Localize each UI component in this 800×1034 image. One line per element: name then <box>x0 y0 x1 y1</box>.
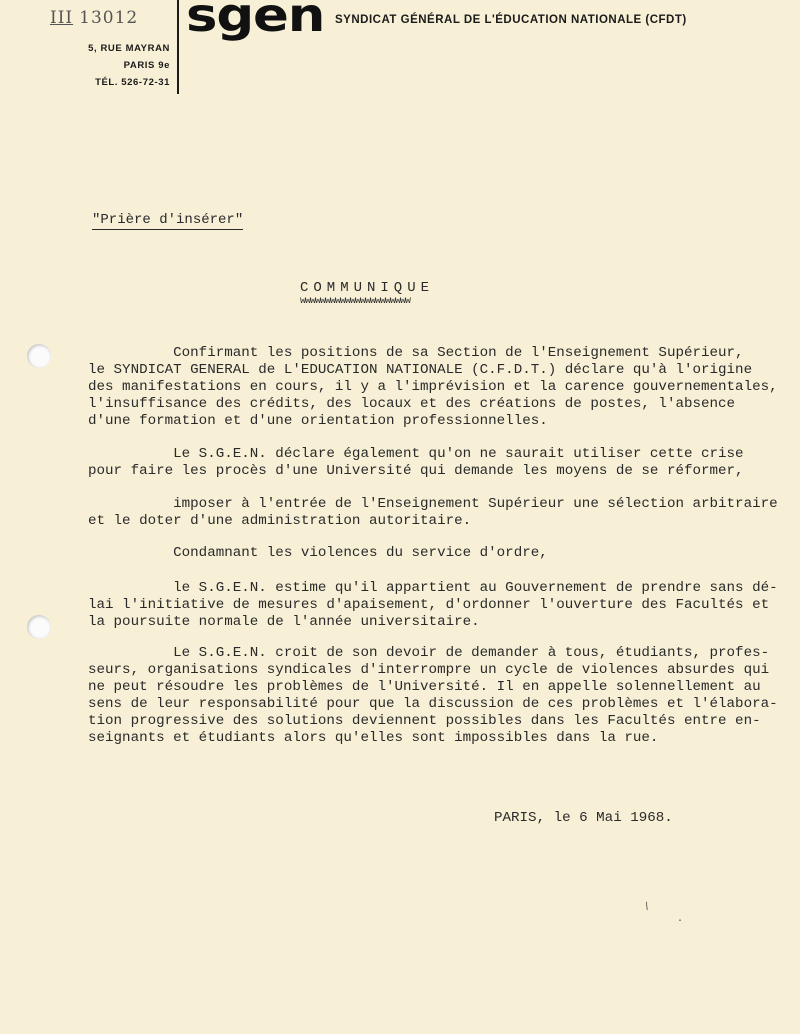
place-and-date: PARIS, le 6 Mai 1968. <box>494 810 673 826</box>
sgen-logo: sgen <box>186 0 325 42</box>
address-city: PARIS 9e <box>123 60 170 71</box>
paragraph-1: Confirmant les positions de sa Section de l'Enseignement Supérieur, le SYNDICAT GENERAL de L'EDUCATION NATIONALE (C.F.D.T.) déclare qu'à l'origine des manifestations en cours, il y a l'imprévision et la carence gouvernementales, l'insuffisance des crédits, des locaux et des créations de postes, l'absence d'une formation et d'une orientation professionnelles. <box>88 345 778 429</box>
paragraph-5: le S.G.E.N. estime qu'il appartient au Gouvernement de prendre sans dé- lai l'initiative de mesures d'apaisement, d'ordonner l'ouverture des Facultés et la poursuite normale de l'année universitaire. <box>88 580 778 630</box>
priere-d-inserer-heading: "Prière d'insérer" <box>92 212 244 228</box>
punch-hole-bottom <box>27 615 51 639</box>
paragraph-2: Le S.G.E.N. déclare également qu'on ne saurait utiliser cette crise pour faire les procès d'une Université qui demande les moyens de se réformer, <box>88 446 744 479</box>
paragraph-6: Le S.G.E.N. croit de son devoir de demander à tous, étudiants, profes- seurs, organisations syndicales d'interrompre un cycle de violences absurdes qui ne peut résoudre les problèmes de l'Université. Il en appelle solennellement au sens de leur responsabilité pour que la discussion de ces problèmes et l'élabora- tion progressive des solutions deviennent possibles dans les Facultés entre en- seignants et étudiants alors qu'elles sont impossibles dans la rue. <box>88 645 778 746</box>
address-street: 5, RUE MAYRAN <box>88 43 170 54</box>
pen-dot-mark: · <box>677 916 684 927</box>
title-underline-rule: wwwwwwwwwwwwwwwwwwwwww <box>300 296 411 307</box>
organization-name: SYNDICAT GÉNÉRAL DE L'ÉDUCATION NATIONALE (CFDT) <box>335 14 687 26</box>
paragraph-3: imposer à l'entrée de l'Enseignement Supérieur une sélection arbitraire et le doter d'une administration autoritaire. <box>88 496 778 529</box>
address-phone: TÉL. 526-72-31 <box>95 77 170 88</box>
archive-ref-number: 13012 <box>79 8 139 28</box>
pen-mark: / <box>642 901 654 914</box>
communique-title: COMMUNIQUE <box>300 280 435 296</box>
punch-hole-top <box>27 344 51 368</box>
paragraph-4: Condamnant les violences du service d'ordre, <box>88 545 548 561</box>
letterhead-address <box>40 40 170 91</box>
archive-ref-roman: III <box>50 8 74 28</box>
letterhead-divider <box>177 0 179 94</box>
archive-reference <box>50 8 138 28</box>
